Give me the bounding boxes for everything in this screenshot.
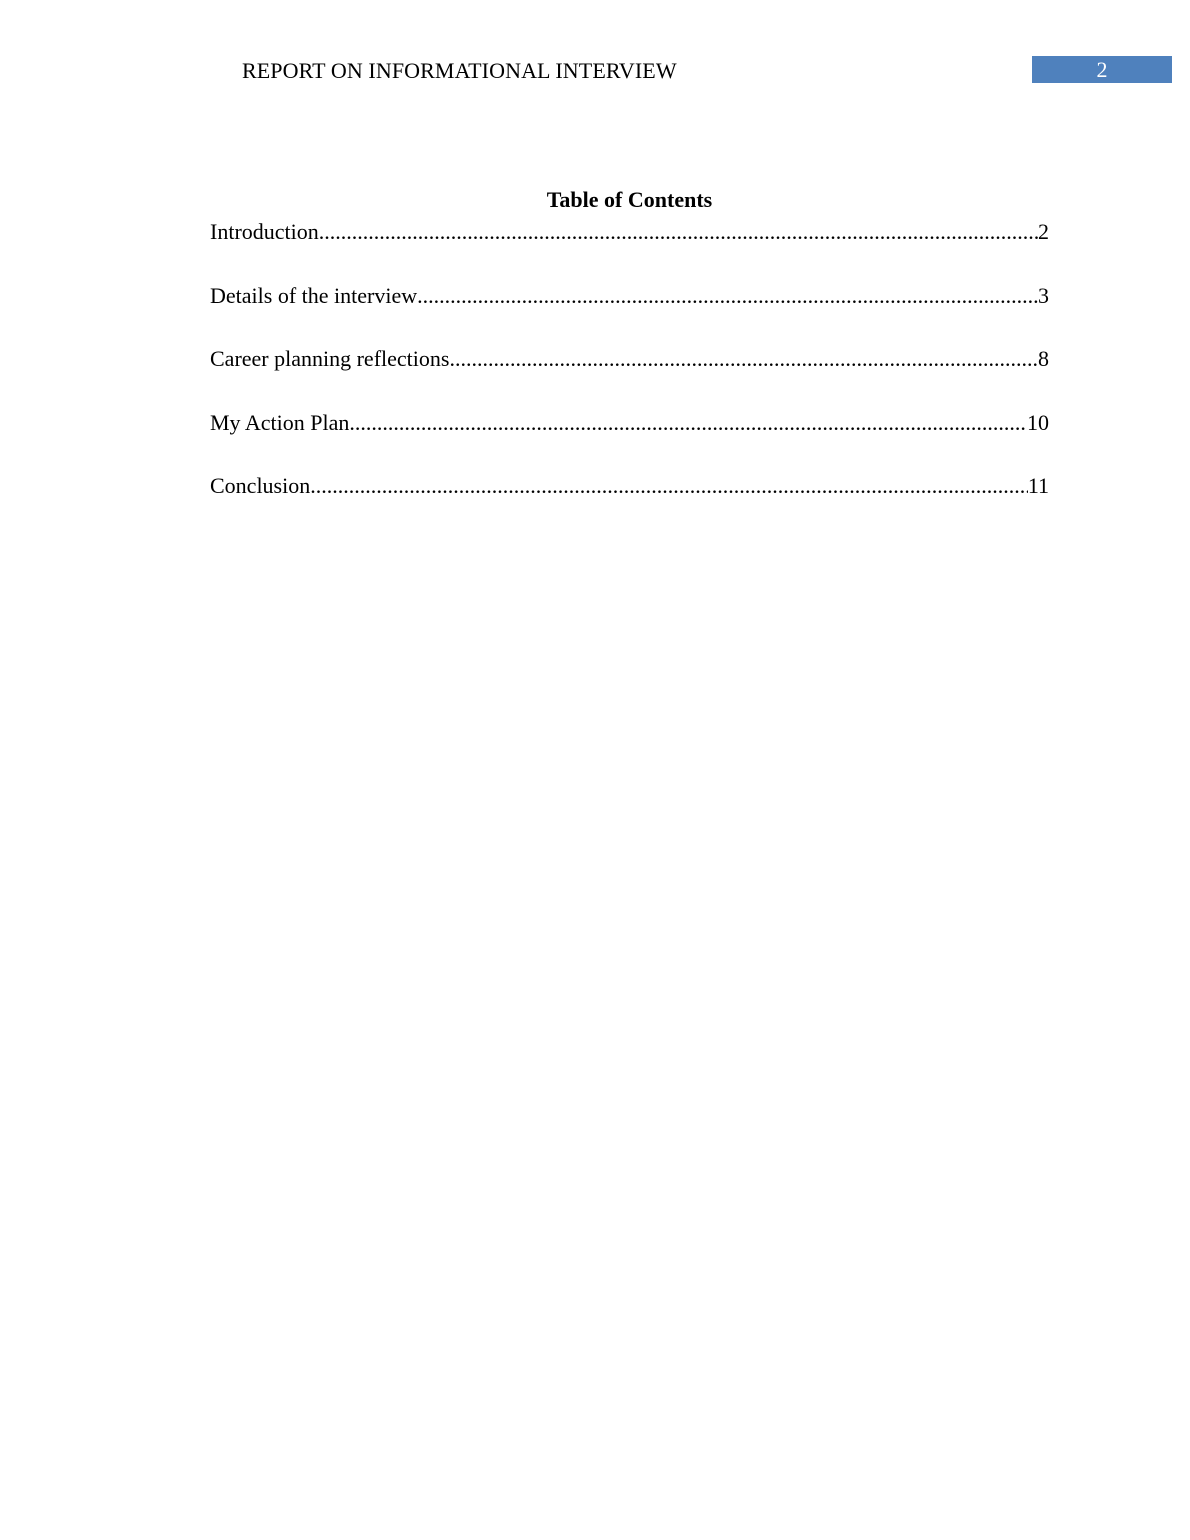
toc-dot-leader [417,281,1038,311]
table-of-contents [210,185,1049,535]
running-header-title: REPORT ON INFORMATIONAL INTERVIEW [242,58,677,83]
toc-entry-my-action-plan[interactable] [210,408,1049,438]
toc-entry-page: 10 [1027,409,1049,435]
toc-entry-career-planning-reflections[interactable] [210,344,1049,374]
toc-entry-details-of-the-interview[interactable] [210,281,1049,311]
toc-dot-leader [319,217,1038,247]
toc-dot-leader [449,344,1038,374]
toc-entry-page: 2 [1038,219,1049,244]
toc-entry-page: 8 [1038,346,1049,371]
toc-entry-label: Conclusion [210,473,311,498]
page-number-badge: 2 [1032,56,1172,83]
toc-dot-leader [349,408,1027,438]
toc-entry-conclusion[interactable] [210,471,1049,501]
toc-list [210,217,1049,501]
toc-entry-label: Career planning reflections [210,346,450,371]
toc-entry-label: Introduction [210,219,319,244]
toc-entry-introduction[interactable] [210,217,1049,247]
toc-entry-label: Details of the interview [210,282,418,308]
toc-heading: Table of Contents [546,187,713,212]
toc-entry-page: 3 [1038,282,1049,308]
toc-entry-label: My Action Plan [210,409,350,435]
toc-dot-leader [310,471,1028,501]
toc-entry-page: 11 [1027,473,1049,498]
